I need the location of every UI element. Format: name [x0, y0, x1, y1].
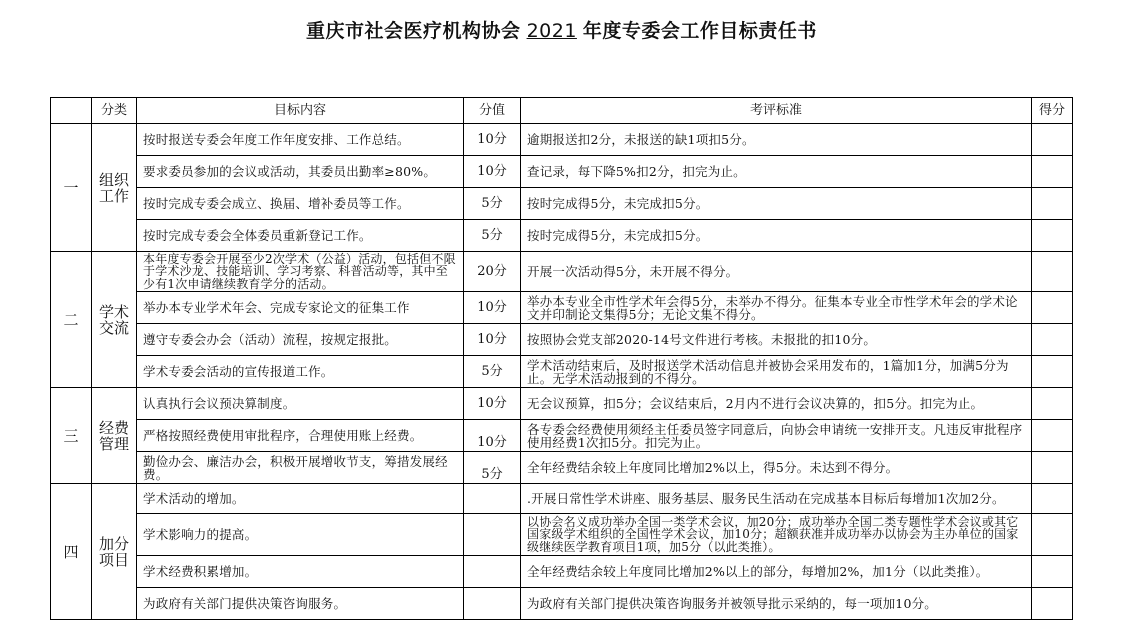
table-row: [51, 452, 1073, 484]
score-cell: 5分: [464, 452, 521, 484]
goal-cell: 学术专委会活动的宣传报道工作。: [137, 356, 464, 388]
title-prefix: 重庆市社会医疗机构协会: [306, 20, 521, 42]
section-number: 一: [51, 124, 92, 252]
standard-cell: 开展一次活动得5分，未开展不得分。: [521, 252, 1032, 292]
standard-cell: .开展日常性学术讲座、服务基层、服务民生活动在完成基本目标后每增加1次加2分。: [521, 484, 1032, 514]
score-cell: 10分: [464, 156, 521, 188]
header-score: 分值: [464, 98, 521, 124]
table-row: [51, 220, 1073, 252]
goal-cell: 要求委员参加的会议或活动，其委员出勤率≥80%。: [137, 156, 464, 188]
score-cell: 10分: [464, 388, 521, 420]
score-cell: 10分: [464, 420, 521, 452]
target-responsibility-table: [50, 97, 1073, 620]
standard-cell: 以协会名义成功举办全国一类学术会议，加20分；成功举办全国二类专题性学术会议或其它国家级学术组织的全国性学术会议，加10分；超额获准并成功举办以协会为主办单位的国家级继续医学教育项目1项，加5分（以此类推）。: [521, 514, 1032, 556]
score-cell: [464, 588, 521, 620]
header-goal: 目标内容: [137, 98, 464, 124]
goal-cell: 严格按照经费使用审批程序，合理使用账上经费。: [137, 420, 464, 452]
score-cell: 5分: [464, 356, 521, 388]
result-cell[interactable]: [1032, 188, 1073, 220]
standard-cell: 各专委会经费使用须经主任委员签字同意后，向协会申请统一安排开支。凡违反审批程序使用经费1次扣5分。扣完为止。: [521, 420, 1032, 452]
header-index: [51, 98, 92, 124]
table-row: [51, 188, 1073, 220]
result-cell[interactable]: [1032, 292, 1073, 324]
table-row: [51, 388, 1073, 420]
table-row: [51, 252, 1073, 292]
standard-cell: 全年经费结余较上年度同比增加2%以上的部分，每增加2%，加1分（以此类推）。: [521, 556, 1032, 588]
standard-cell: 按时完成得5分，未完成扣5分。: [521, 188, 1032, 220]
result-cell[interactable]: [1032, 324, 1073, 356]
section-category: 加分项目: [92, 484, 137, 620]
standard-cell: 逾期报送扣2分，未报送的缺1项扣5分。: [521, 124, 1032, 156]
result-cell[interactable]: [1032, 484, 1073, 514]
score-cell: 10分: [464, 292, 521, 324]
table-row: [51, 588, 1073, 620]
table-row: [51, 420, 1073, 452]
header-category: 分类: [92, 98, 137, 124]
result-cell[interactable]: [1032, 420, 1073, 452]
section-number: 三: [51, 388, 92, 484]
goal-cell: 认真执行会议预决算制度。: [137, 388, 464, 420]
header-result: 得分: [1032, 98, 1073, 124]
result-cell[interactable]: [1032, 356, 1073, 388]
standard-cell: 为政府有关部门提供决策咨询服务并被领导批示采纳的，每一项加10分。: [521, 588, 1032, 620]
goal-cell: 学术活动的增加。: [137, 484, 464, 514]
result-cell[interactable]: [1032, 452, 1073, 484]
score-cell: [464, 514, 521, 556]
page-title: [0, 16, 1123, 43]
goal-cell: 按时报送专委会年度工作年度安排、工作总结。: [137, 124, 464, 156]
standard-cell: 无会议预算，扣5分；会议结束后，2月内不进行会议决算的，扣5分。扣完为止。: [521, 388, 1032, 420]
score-cell: 10分: [464, 324, 521, 356]
goal-cell: 本年度专委会开展至少2次学术（公益）活动，包括但不限于学术沙龙、技能培训、学习考察、科普活动等，其中至少有1次申请继续教育学分的活动。: [137, 252, 464, 292]
standard-cell: 全年经费结余较上年度同比增加2%以上，得5分。未达到不得分。: [521, 452, 1032, 484]
score-cell: 10分: [464, 124, 521, 156]
result-cell[interactable]: [1032, 556, 1073, 588]
section-category: 学术交流: [92, 252, 137, 388]
section-number: 四: [51, 484, 92, 620]
result-cell[interactable]: [1032, 252, 1073, 292]
section-number: 二: [51, 252, 92, 388]
standard-cell: 查记录，每下降5%扣2分，扣完为止。: [521, 156, 1032, 188]
table-row: [51, 556, 1073, 588]
result-cell[interactable]: [1032, 588, 1073, 620]
table-row: [51, 292, 1073, 324]
score-cell: [464, 484, 521, 514]
table-row: [51, 484, 1073, 514]
score-cell: 20分: [464, 252, 521, 292]
goal-cell: 勤俭办会、廉洁办会，积极开展增收节支，筹措发展经费。: [137, 452, 464, 484]
result-cell[interactable]: [1032, 388, 1073, 420]
section-category: 组织工作: [92, 124, 137, 252]
table-header-row: [51, 98, 1073, 124]
goal-cell: 举办本专业学术年会、完成专家论文的征集工作: [137, 292, 464, 324]
standard-cell: 按时完成得5分，未完成扣5分。: [521, 220, 1032, 252]
title-year: 2021: [526, 20, 577, 42]
standard-cell: 学术活动结束后，及时报送学术活动信息并被协会采用发布的，1篇加1分，加满5分为止。无学术活动报到的不得分。: [521, 356, 1032, 388]
result-cell[interactable]: [1032, 156, 1073, 188]
goal-cell: 遵守专委会办会（活动）流程，按规定报批。: [137, 324, 464, 356]
score-cell: [464, 556, 521, 588]
score-cell: 5分: [464, 220, 521, 252]
section-category: 经费管理: [92, 388, 137, 484]
score-cell: 5分: [464, 188, 521, 220]
title-suffix: 年度专委会工作目标责任书: [582, 20, 817, 42]
table-row: [51, 124, 1073, 156]
result-cell[interactable]: [1032, 514, 1073, 556]
standard-cell: 举办本专业全市性学术年会得5分，未举办不得分。征集本专业全市性学术年会的学术论文并印制论文集得5分；无论文集不得分。: [521, 292, 1032, 324]
table-row: [51, 514, 1073, 556]
goal-cell: 按时完成专委会全体委员重新登记工作。: [137, 220, 464, 252]
table-row: [51, 324, 1073, 356]
table-row: [51, 156, 1073, 188]
goal-cell: 学术经费积累增加。: [137, 556, 464, 588]
goal-cell: 按时完成专委会成立、换届、增补委员等工作。: [137, 188, 464, 220]
result-cell[interactable]: [1032, 124, 1073, 156]
standard-cell: 按照协会党支部2020-14号文件进行考核。未报批的扣10分。: [521, 324, 1032, 356]
goal-cell: 为政府有关部门提供决策咨询服务。: [137, 588, 464, 620]
table-row: [51, 356, 1073, 388]
result-cell[interactable]: [1032, 220, 1073, 252]
goal-cell: 学术影响力的提高。: [137, 514, 464, 556]
header-standard: 考评标准: [521, 98, 1032, 124]
